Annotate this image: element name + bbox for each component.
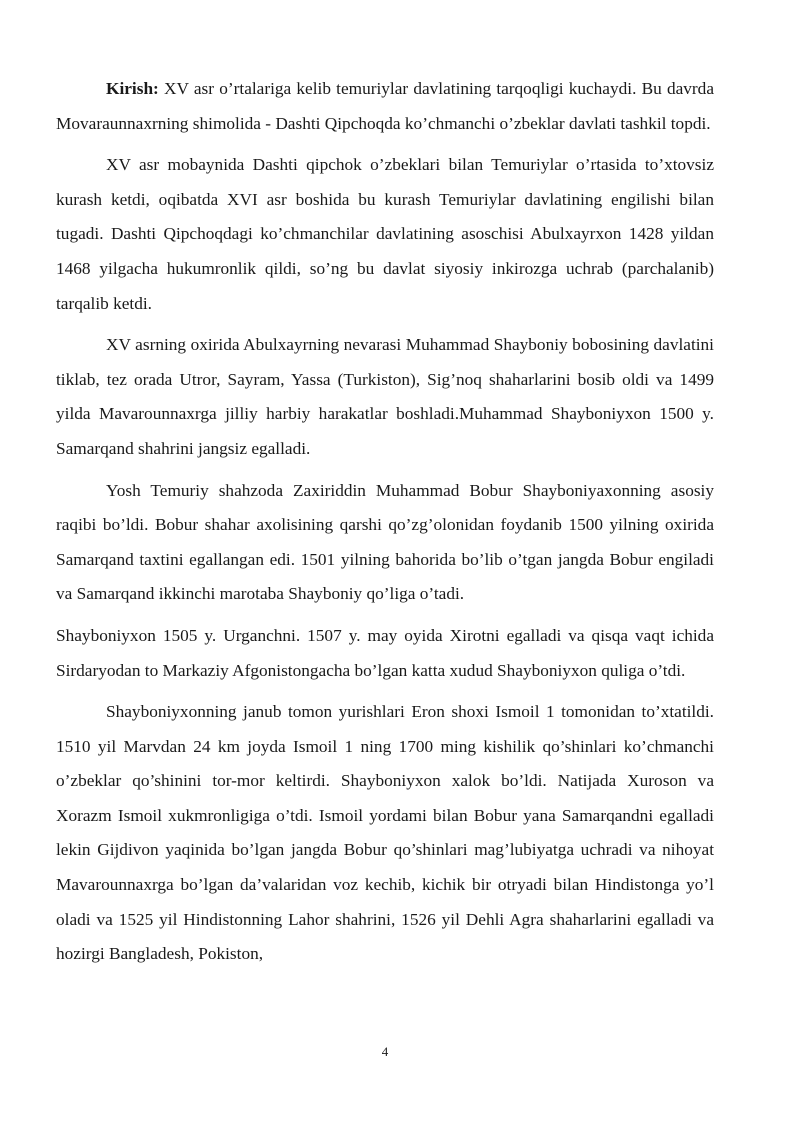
paragraph-intro	[56, 72, 714, 141]
paragraph-5: Shayboniyxon 1505 y. Urganchni. 1507 y. may oyida Xirotni egalladi va qisqa vaqt ichida Sirdaryodan to Markaziy Afgonistongacha bo’lgan katta xudud Shayboniyxon quliga o’tdi.	[56, 625, 714, 680]
paragraph-4: Yosh Temuriy shahzoda Zaxiriddin Muhammad Bobur Shayboniyaxonning asosiy raqibi bo’ldi. Bobur shahar axolisining qarshi qo’zg’olonidan foydanib 1500 yilning oxirida Samarqand taxtini egallangan edi. 1501 yilning bahorida bo’lib o’tgan jangda Bobur engiladi va Samarqand ikkinchi marotaba Shayboniy qo’liga o’tadi.	[56, 480, 714, 604]
intro-text: XV asr o’rtalariga kelib temuriylar davlatining tarqoqligi kuchaydi. Bu davrda Movaraunnaxrning shimolida - Dashti Qipchoqda ko’chmanchi o’zbeklar davlati tashkil topdi.	[56, 79, 714, 133]
paragraph-6: Shayboniyxonning janub tomon yurishlari Eron shoxi Ismoil 1 tomonidan to’xtatildi. 1510 yil Marvdan 24 km joyda Ismoil 1 ning 1700 ming kishilik qo’shinlari ko’chmanchi o’zbeklar qo’shinini tor-mor keltirdi. Shayboniyxon xalok bo’ldi. Natijada Xuroson va Xorazm Ismoil xukmronligiga o’tdi. Ismoil yordami bilan Bobur yana Samarqandni egalladi lekin Gijdivon yaqinida bo’lgan jangda Bobur qo’shinlari mag’lubiyatga uchradi va nihoyat Mavarounnaxrga bo’lgan da’valaridan voz kechib, kichik bir otryadi bilan Hindistonga yo’l oladi va 1525 yil Hindistonning Lahor shahrini, 1526 yil Dehli Agra shaharlarini egalladi va hozirgi Bangladesh, Pokiston,	[56, 702, 714, 964]
document-body	[56, 72, 714, 979]
intro-label: Kirish:	[106, 79, 159, 98]
paragraph-3: XV asrning oxirida Abulxayrning nevarasi Muhammad Shayboniy bobosining davlatini tiklab, tez orada Utror, Sayram, Yassa (Turkiston), Sig’noq shaharlarini bosib oldi va 1499 yilda Mavarounnaxrga jilliy harbiy harakatlar boshladi.Muhammad Shayboniyxon 1500 y. Samarqand shahrini jangsiz egalladi.	[56, 335, 714, 458]
paragraph-2: XV asr mobaynida Dashti qipchok o’zbeklari bilan Temuriylar o’rtasida to’xtovsiz kurash ketdi, oqibatda XVI asr boshida bu kurash Temuriylar davlatining engilishi bilan tugadi. Dashti Qipchoqdagi ko’chmanchilar davlatining asoschisi Abulxayrxon 1428 yildan 1468 yilgacha hukumronlik qildi, so’ng bu davlat siyosiy inkirozga uchrab (parchalanib) tarqalib ketdi.	[56, 155, 714, 313]
page-number: 4	[381, 1044, 389, 1059]
